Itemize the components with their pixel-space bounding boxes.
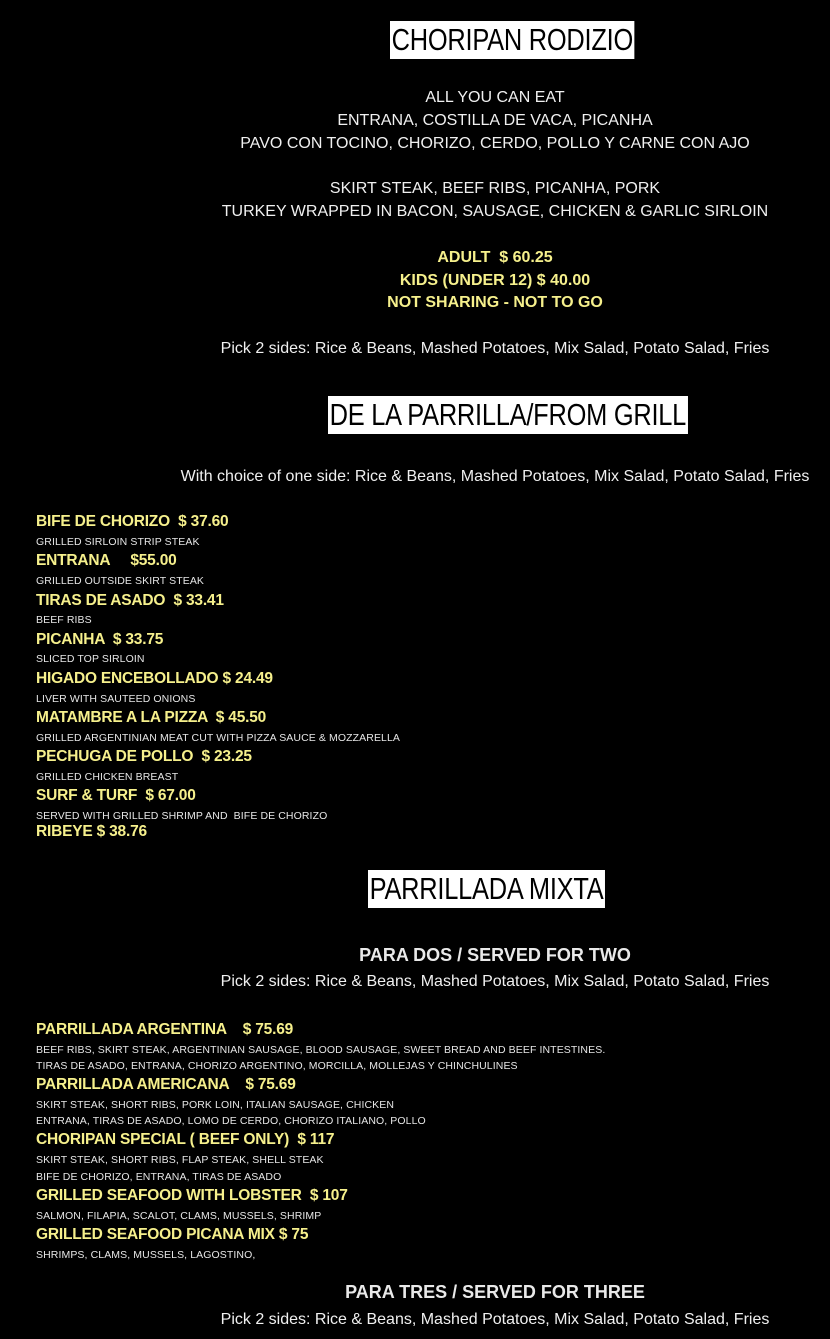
menu-item-title: GRILLED SEAFOOD WITH LOBSTER $ 107 — [36, 1187, 348, 1204]
menu-item-desc: SERVED WITH GRILLED SHRIMP AND BIFE DE CHORIZO — [36, 810, 328, 822]
menu-item-title: PECHUGA DE POLLO $ 23.25 — [36, 748, 252, 765]
menu-item-title: MATAMBRE A LA PIZZA $ 45.50 — [36, 709, 267, 726]
menu-item-title: PARRILLADA ARGENTINA $ 75.69 — [36, 1021, 294, 1038]
menu-item-title: ENTRANA $55.00 — [36, 552, 177, 569]
rodizio-line: PAVO CON TOCINO, CHORIZO, CERDO, POLLO Y CARNE CON AJO — [240, 135, 750, 152]
menu-item-title: PICANHA $ 33.75 — [36, 631, 164, 648]
menu-item-title: BIFE DE CHORIZO $ 37.60 — [36, 513, 229, 530]
menu-item-title: CHORIPAN SPECIAL ( BEEF ONLY) $ 117 — [36, 1131, 335, 1148]
grill-heading: DE LA PARRILLA/FROM GRILL — [329, 397, 687, 432]
menu-item-title: PARRILLADA AMERICANA $ 75.69 — [36, 1076, 296, 1093]
menu-item-desc: GRILLED ARGENTINIAN MEAT CUT WITH PIZZA SAUCE & MOZZARELLA — [36, 732, 401, 744]
rodizio-price-adult: ADULT $ 60.25 — [437, 249, 553, 266]
menu-item-desc: SALMON, FILAPIA, SCALOT, CLAMS, MUSSELS, SHRIMP — [36, 1210, 322, 1222]
menu-item-desc: SKIRT STEAK, SHORT RIBS, PORK LOIN, ITALIAN SAUSAGE, CHICKEN — [36, 1099, 395, 1111]
rodizio-line: ALL YOU CAN EAT — [425, 89, 565, 106]
rodizio-price-kids: KIDS (UNDER 12) $ 40.00 — [399, 272, 591, 289]
menu-item-title: HIGADO ENCEBOLLADO $ 24.49 — [36, 670, 273, 687]
menu-item-desc: SHRIMPS, CLAMS, MUSSELS, LAGOSTINO, — [36, 1249, 256, 1261]
menu-item-desc: BIFE DE CHORIZO, ENTRANA, TIRAS DE ASADO — [36, 1171, 282, 1183]
menu-item-title: TIRAS DE ASADO $ 33.41 — [36, 592, 224, 609]
menu-item-desc: SKIRT STEAK, SHORT RIBS, FLAP STEAK, SHELL STEAK — [36, 1154, 324, 1166]
rodizio-line: ENTRANA, COSTILLA DE VACA, PICANHA — [337, 112, 653, 129]
grill-sides: With choice of one side: Rice & Beans, Mashed Potatoes, Mix Salad, Potato Salad, Fries — [180, 468, 810, 485]
menu-item-desc: BEEF RIBS — [36, 614, 92, 626]
menu-item-desc: LIVER WITH SAUTEED ONIONS — [36, 693, 196, 705]
menu-item-title: RIBEYE $ 38.76 — [36, 823, 147, 840]
rodizio-sides: Pick 2 sides: Rice & Beans, Mashed Potatoes, Mix Salad, Potato Salad, Fries — [220, 340, 770, 357]
mixta-sides-two: Pick 2 sides: Rice & Beans, Mashed Potatoes, Mix Salad, Potato Salad, Fries — [220, 973, 770, 990]
menu-item-desc: TIRAS DE ASADO, ENTRANA, CHORIZO ARGENTINO, MORCILLA, MOLLEJAS Y CHINCHULINES — [36, 1060, 518, 1072]
rodizio-note: NOT SHARING - NOT TO GO — [387, 294, 603, 311]
mixta-for-three: PARA TRES / SERVED FOR THREE — [345, 1282, 645, 1302]
menu-item-desc: GRILLED SIRLOIN STRIP STEAK — [36, 536, 200, 548]
menu-item-desc: SLICED TOP SIRLOIN — [36, 653, 145, 665]
mixta-sides-three: Pick 2 sides: Rice & Beans, Mashed Potatoes, Mix Salad, Potato Salad, Fries — [220, 1311, 770, 1328]
rodizio-heading: CHORIPAN RODIZIO — [391, 22, 633, 57]
menu-item-desc: GRILLED CHICKEN BREAST — [36, 771, 179, 783]
menu-item-title: SURF & TURF $ 67.00 — [36, 787, 196, 804]
menu-item-title: GRILLED SEAFOOD PICANA MIX $ 75 — [36, 1226, 309, 1243]
rodizio-line: TURKEY WRAPPED IN BACON, SAUSAGE, CHICKEN & GARLIC SIRLOIN — [221, 203, 769, 220]
mixta-heading: PARRILLADA MIXTA — [369, 871, 604, 906]
rodizio-line: SKIRT STEAK, BEEF RIBS, PICANHA, PORK — [329, 180, 661, 197]
menu-item-desc: BEEF RIBS, SKIRT STEAK, ARGENTINIAN SAUSAGE, BLOOD SAUSAGE, SWEET BREAD AND BEEF INTESTINES. — [36, 1044, 606, 1056]
menu-item-desc: ENTRANA, TIRAS DE ASADO, LOMO DE CERDO, CHORIZO ITALIANO, POLLO — [36, 1115, 426, 1127]
menu-item-desc: GRILLED OUTSIDE SKIRT STEAK — [36, 575, 205, 587]
mixta-for-two: PARA DOS / SERVED FOR TWO — [359, 945, 631, 965]
